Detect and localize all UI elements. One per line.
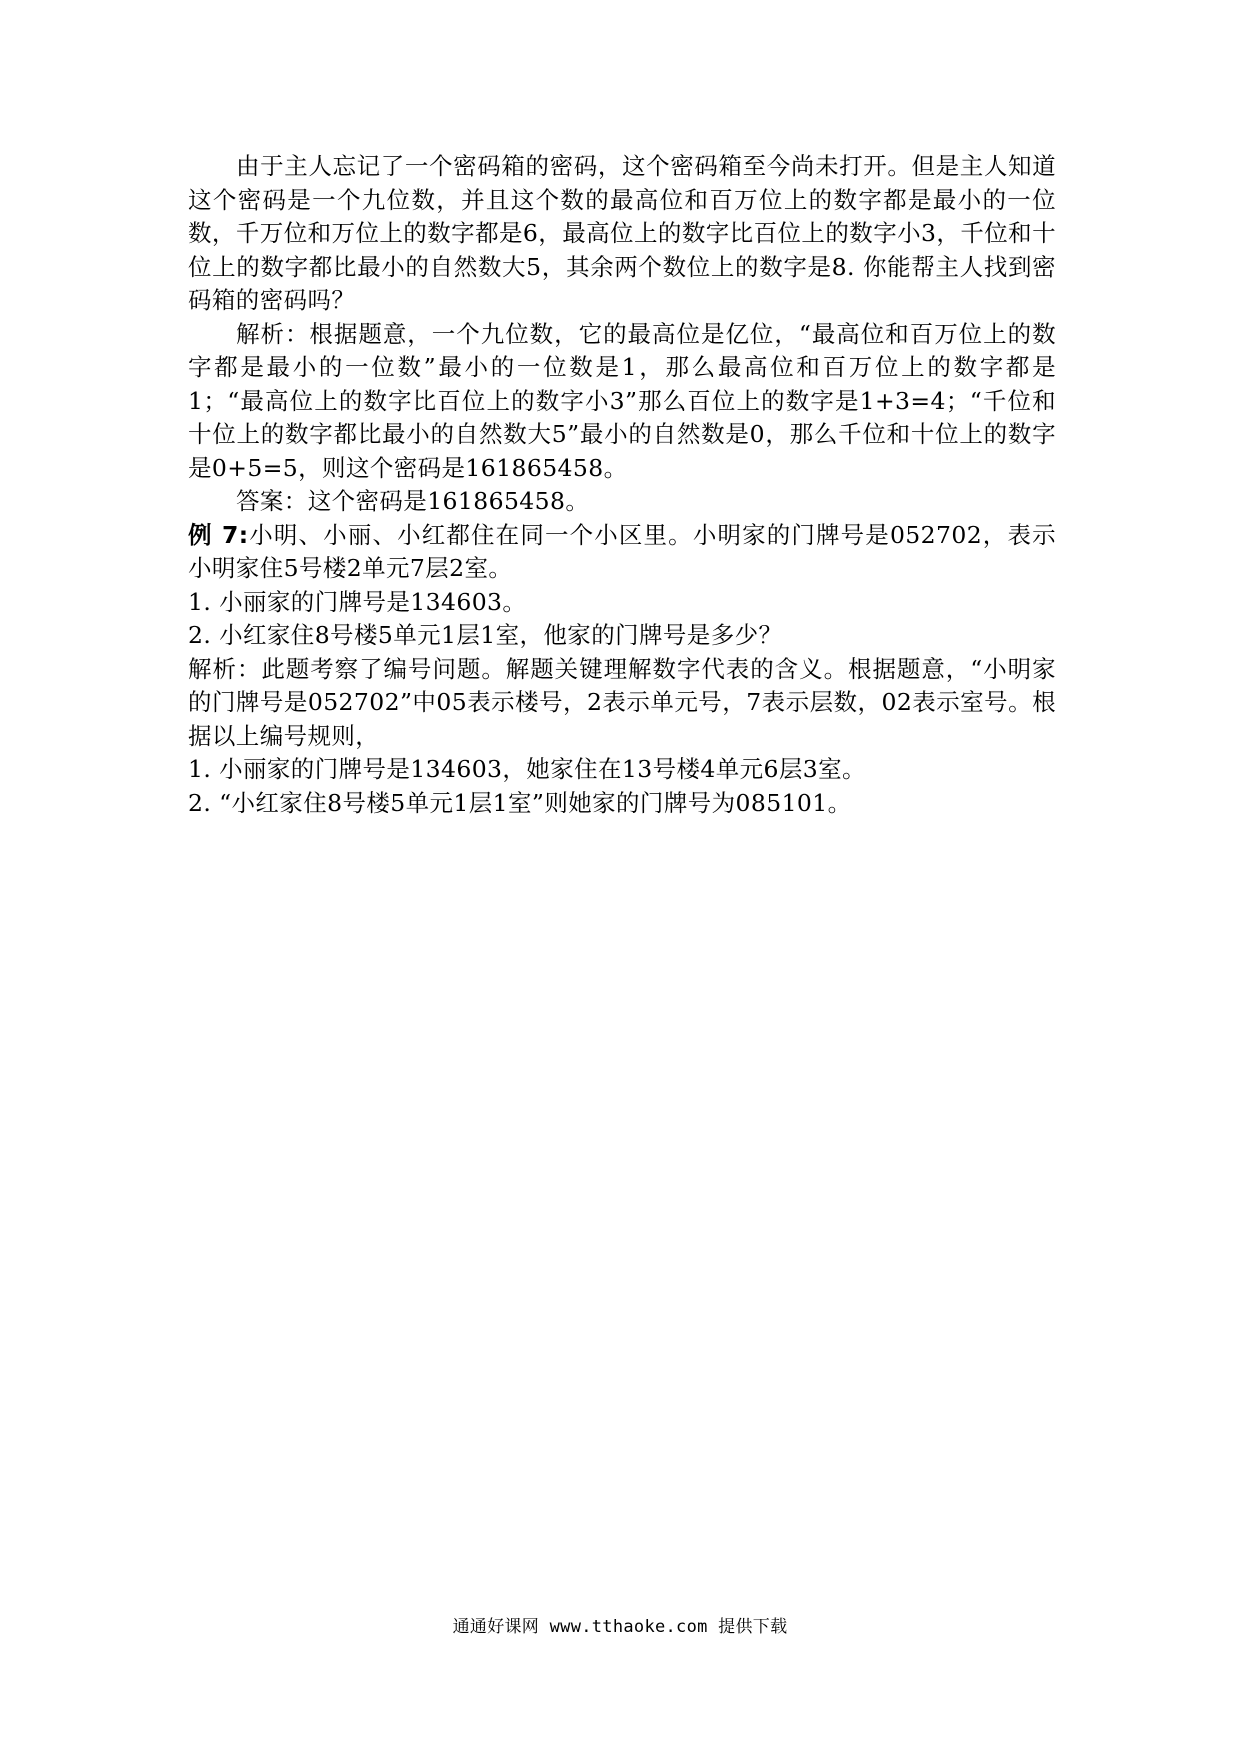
- problem-analysis: 解析：根据题意，一个九位数，它的最高位是亿位，“最高位和百万位上的数字都是最小的一位数”最小的一位数是1，那么最高位和百万位上的数字都是1；“最高位上的数字比百位上的数字小3”那么百位上的数字是1+3=4；“千位和十位上的数字都比最小的自然数大5”最小的自然数是0，那么千位和十位上的数字是0+5=5，则这个密码是161865458。: [188, 319, 1056, 482]
- example-7-answer-1: 1. 小丽家的门牌号是134603，她家住在13号楼4单元6层3室。: [188, 755, 866, 783]
- example-7-answer-2: 2. “小红家住8号楼5单元1层1室”则她家的门牌号为085101。: [188, 788, 852, 817]
- page-footer: 通通好课网 www.tthaoke.com 提供下载: [452, 1617, 788, 1637]
- example-7-question-2: 2. 小红家住8号楼5单元1层1室，他家的门牌号是多少？: [188, 621, 783, 649]
- example-7-question-1: 1. 小丽家的门牌号是134603。: [188, 587, 527, 616]
- example-7-label: 例 7:: [188, 520, 249, 549]
- example-7-text: 小明、小丽、小红都住在同一个小区里。小明家的门牌号是052702，表示小明家住5号楼2单元7层2室。: [188, 520, 1056, 582]
- document-body: [188, 150, 1056, 820]
- example-7: [188, 519, 1056, 586]
- problem-intro: 由于主人忘记了一个密码箱的密码，这个密码箱至今尚未打开。但是主人知道这个密码是一个九位数，并且这个数的最高位和百万位上的数字都是最小的一位数，千万位和万位上的数字都是6，最高位上的数字比百位上的数字小3，千位和十位上的数字都比最小的自然数大5，其余两个数位上的数字是8. 你能帮主人找到密码箱的密码吗？: [188, 152, 1056, 314]
- problem-answer: 答案：这个密码是161865458。: [236, 487, 590, 515]
- example-7-analysis: 解析：此题考察了编号问题。解题关键理解数字代表的含义。根据题意，“小明家的门牌号是052702”中05表示楼号，2表示单元号，7表示层数，02表示室号。根据以上编号规则，: [188, 654, 1056, 750]
